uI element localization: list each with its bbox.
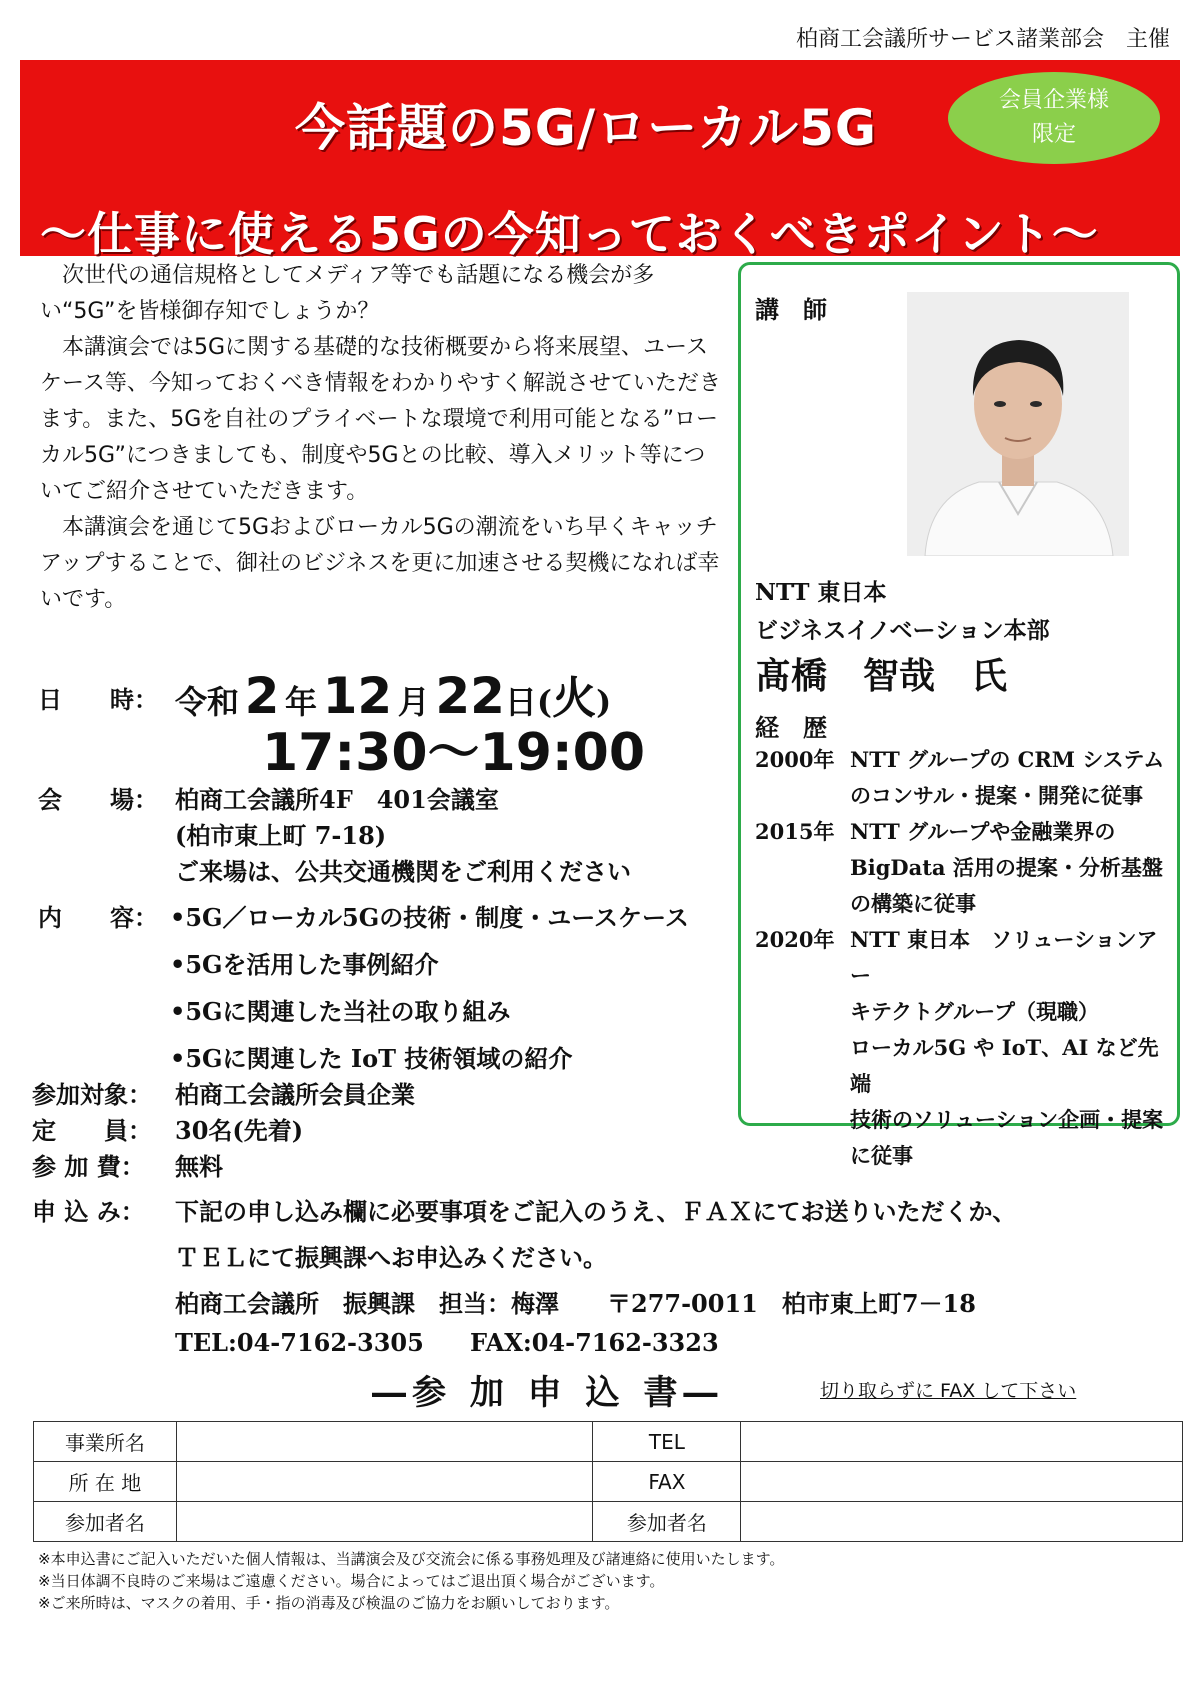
capacity-value: 30名(先着) bbox=[175, 1116, 304, 1145]
date-weekday: 火 bbox=[552, 673, 597, 724]
career-text bbox=[850, 742, 1164, 814]
form-label: 所 在 地 bbox=[34, 1462, 177, 1502]
members-only-badge bbox=[948, 72, 1160, 164]
intro-paragraph-2: 本講演会では5Gに関する基礎的な技術概要から将来展望、ユースケース等、今知っておくべき情報をわかりやすく解説させていただきます。また、5Gを自社のプライベートな環境で利用可能となる”ローカル5G”につきましても、制度や5Gとの比較、導入メリット等についてご紹介させていただきます。 bbox=[40, 335, 721, 504]
badge-line-1: 会員企業様 bbox=[998, 88, 1109, 113]
date-month: 12 bbox=[322, 667, 393, 725]
intro-paragraph-3: 本講演会を通じて5Gおよびローカル5Gの潮流をいち早くキャッチアップすることで、御社のビジネスを更に加速させる契機になれば幸いです。 bbox=[40, 515, 720, 612]
intro-text bbox=[40, 258, 725, 618]
tel-field[interactable] bbox=[741, 1422, 1183, 1462]
lecturer-photo bbox=[907, 292, 1129, 556]
date-era: 令和 bbox=[175, 683, 240, 721]
application-form bbox=[33, 1421, 1183, 1542]
venue-label: 会 場： bbox=[38, 785, 158, 814]
career-item bbox=[755, 922, 1175, 1174]
lecturer-company: NTT 東日本 bbox=[755, 579, 887, 606]
content-item: •5Gを活用した事例紹介 bbox=[170, 950, 439, 979]
date-close: ) bbox=[596, 683, 612, 721]
apply-line-1: 下記の申し込み欄に必要事項をご記入のうえ、ＦＡＸにてお送りいただくか、 bbox=[175, 1197, 1017, 1226]
date-label: 日 時： bbox=[38, 685, 158, 714]
content-item: •5Gに関連した IoT 技術領域の紹介 bbox=[170, 1044, 573, 1073]
date-day-unit: 日( bbox=[504, 683, 553, 721]
event-time: 17:30～19:00 bbox=[262, 723, 646, 783]
tel-number: TEL:04-7162-3305 bbox=[175, 1328, 424, 1357]
company-name-field[interactable] bbox=[176, 1422, 593, 1462]
badge-line-2: 限定 bbox=[1031, 122, 1076, 147]
career-line: BigData 活用の提案・分析基盤 bbox=[850, 855, 1163, 880]
intro-paragraph-1: 次世代の通信規格としてメディア等でも話題になる機会が多い“5G”を皆様御存知でしょうか？ bbox=[40, 263, 655, 324]
career-line: の構築に従事 bbox=[850, 891, 976, 916]
form-label: FAX bbox=[593, 1462, 741, 1502]
form-label: 参加者名 bbox=[593, 1502, 741, 1542]
career-line: ローカル5G や IoT、AI など先端 bbox=[850, 1035, 1159, 1096]
content-label: 内 容： bbox=[38, 903, 158, 932]
date-month-unit: 月 bbox=[397, 683, 430, 721]
content-item: •5G／ローカル5Gの技術・制度・ユースケース bbox=[170, 903, 689, 932]
date-day: 22 bbox=[435, 667, 505, 725]
career-list bbox=[755, 742, 1175, 1174]
footnote: ※本申込書にご記入いただいた個人情報は、当講演会及び交流会に係る事務処理及び諸連絡に使用いたします。 bbox=[38, 1550, 785, 1568]
career-text bbox=[850, 814, 1163, 922]
venue-name: 柏商工会議所4F 401会議室 bbox=[175, 785, 499, 814]
career-line: キテクトグループ（現職） bbox=[850, 999, 1100, 1024]
participant-name-field-2[interactable] bbox=[741, 1502, 1183, 1542]
career-item bbox=[755, 814, 1175, 922]
table-row bbox=[34, 1422, 1183, 1462]
venue-note: ご来場は、公共交通機関をご利用ください bbox=[175, 857, 631, 886]
table-row bbox=[34, 1462, 1183, 1502]
career-line: NTT 東日本 ソリューションアー bbox=[850, 927, 1158, 988]
form-label: TEL bbox=[593, 1422, 741, 1462]
career-text bbox=[850, 922, 1175, 1174]
form-label: 参加者名 bbox=[34, 1502, 177, 1542]
fee-label: 参 加 費： bbox=[32, 1152, 145, 1181]
contact-line: 柏商工会議所 振興課 担当：梅澤 〒277-0011 柏市東上町7－18 bbox=[175, 1289, 976, 1318]
career-line: NTT グループや金融業界の bbox=[850, 819, 1116, 844]
capacity-label: 定 員： bbox=[32, 1116, 152, 1145]
career-line: のコンサル・提案・開発に従事 bbox=[850, 783, 1143, 808]
organizer-text: 柏商工会議所サービス諸業部会 主催 bbox=[795, 27, 1170, 52]
form-note: 切り取らずに FAX して下さい bbox=[820, 1380, 1077, 1402]
content-item: •5Gに関連した当社の取り組み bbox=[170, 997, 511, 1026]
table-row bbox=[34, 1502, 1183, 1542]
lecturer-name: 髙橋 智哉 氏 bbox=[755, 655, 1008, 697]
date-year: 2 bbox=[244, 667, 280, 725]
target-value: 柏商工会議所会員企業 bbox=[175, 1080, 415, 1109]
target-label: 参加対象： bbox=[32, 1080, 152, 1109]
career-year: 2020年 bbox=[755, 927, 835, 952]
venue-address: (柏市東上町 7-18) bbox=[175, 821, 387, 850]
footnotes bbox=[38, 1548, 784, 1614]
fax-field[interactable] bbox=[741, 1462, 1183, 1502]
career-line: NTT グループの CRM システム bbox=[850, 747, 1165, 772]
footnote: ※当日体調不良時のご来場はご遠慮ください。場合によってはご退出頂く場合がございます。 bbox=[38, 1572, 665, 1590]
date-year-unit: 年 bbox=[284, 683, 317, 721]
career-item bbox=[755, 742, 1175, 814]
career-line: 技術のソリューション企画・提案 bbox=[850, 1107, 1164, 1132]
career-line: に従事 bbox=[850, 1143, 913, 1168]
footnote: ※ご来所時は、マスクの着用、手・指の消毒及び検温のご協力をお願いしております。 bbox=[38, 1594, 620, 1612]
apply-line-2: ＴＥＬにて振興課へお申込みください。 bbox=[175, 1243, 607, 1272]
career-year: 2015年 bbox=[755, 819, 835, 844]
career-year: 2000年 bbox=[755, 747, 835, 772]
lecturer-heading: 講 師 bbox=[755, 295, 827, 324]
career-heading: 経 歴 bbox=[755, 713, 827, 742]
apply-label: 申 込 み： bbox=[32, 1197, 145, 1226]
form-title: ―参 加 申 込 書― bbox=[372, 1373, 724, 1413]
title-subtitle: ～仕事に使える5Gの今知っておくべきポイント～ bbox=[40, 207, 1099, 261]
lecturer-department: ビジネスイノベーション本部 bbox=[755, 618, 1050, 644]
fee-value: 無料 bbox=[175, 1152, 223, 1181]
fax-number: FAX:04-7162-3323 bbox=[470, 1328, 719, 1357]
title-main: 今話題の5G/ローカル5G bbox=[295, 99, 877, 157]
participant-name-field[interactable] bbox=[176, 1502, 593, 1542]
address-field[interactable] bbox=[176, 1462, 593, 1502]
person-photo-icon bbox=[907, 292, 1129, 556]
form-label: 事業所名 bbox=[34, 1422, 177, 1462]
